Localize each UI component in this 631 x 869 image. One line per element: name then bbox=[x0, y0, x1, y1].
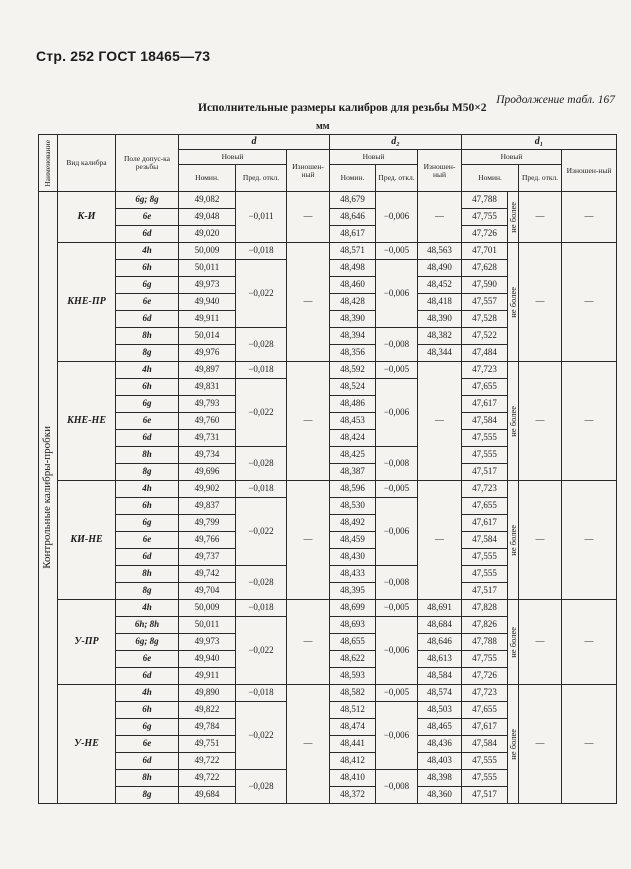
d1-nominal: 47,555 bbox=[462, 549, 508, 566]
d1-limit-note: не более bbox=[507, 286, 518, 318]
d2-nominal: 48,412 bbox=[330, 753, 376, 770]
d-nominal: 49,902 bbox=[179, 481, 236, 498]
tolerance-field: 4h bbox=[116, 685, 179, 702]
calibre-type: К-И bbox=[58, 192, 116, 243]
tolerance-field: 6g; 8g bbox=[116, 192, 179, 209]
d-nominal: 49,760 bbox=[179, 413, 236, 430]
table-row bbox=[39, 362, 617, 379]
d2-worn: 48,503 bbox=[418, 702, 462, 719]
d2-nominal: 48,387 bbox=[330, 464, 376, 481]
d-deviation: −0,018 bbox=[236, 243, 287, 260]
d1-limit-note: не более bbox=[507, 405, 518, 437]
d2-nominal: 48,425 bbox=[330, 447, 376, 464]
d2-worn: 48,613 bbox=[418, 651, 462, 668]
d1-nominal: 47,726 bbox=[462, 668, 508, 685]
d1-nominal: 47,755 bbox=[462, 209, 508, 226]
d2-nominal: 48,486 bbox=[330, 396, 376, 413]
d-nominal: 49,766 bbox=[179, 532, 236, 549]
tolerance-field: 6e bbox=[116, 413, 179, 430]
d1-deviation: — bbox=[519, 600, 562, 685]
d1-nominal: 47,555 bbox=[462, 566, 508, 583]
d2-nominal: 48,460 bbox=[330, 277, 376, 294]
d1-deviation: — bbox=[519, 685, 562, 804]
tolerance-field: 6h bbox=[116, 379, 179, 396]
d2-deviation: −0,005 bbox=[376, 243, 418, 260]
d1-worn: — bbox=[562, 362, 617, 481]
d2-worn: 48,390 bbox=[418, 311, 462, 328]
calibre-type: У-ПР bbox=[58, 600, 116, 685]
d-nominal: 49,734 bbox=[179, 447, 236, 464]
tolerance-field: 8g bbox=[116, 787, 179, 804]
table-row bbox=[39, 243, 617, 260]
d2-deviation: −0,006 bbox=[376, 617, 418, 685]
d-nominal: 49,742 bbox=[179, 566, 236, 583]
d-nominal: 49,940 bbox=[179, 294, 236, 311]
tolerance-field: 4h bbox=[116, 481, 179, 498]
d-worn: — bbox=[287, 243, 330, 362]
d-nominal: 49,048 bbox=[179, 209, 236, 226]
tolerance-field: 6g bbox=[116, 515, 179, 532]
col-d2-nom: Номин. bbox=[330, 165, 376, 192]
col-vid: Вид калибра bbox=[58, 135, 116, 192]
d1-limit-cell bbox=[508, 243, 519, 362]
tolerance-field: 6g bbox=[116, 277, 179, 294]
d-nominal: 50,011 bbox=[179, 617, 236, 634]
table-body bbox=[39, 192, 617, 804]
col-d-pred: Пред. откл. bbox=[236, 165, 287, 192]
d2-worn: 48,584 bbox=[418, 668, 462, 685]
d2-deviation: −0,005 bbox=[376, 600, 418, 617]
d2-nominal: 48,693 bbox=[330, 617, 376, 634]
d2-nominal: 48,512 bbox=[330, 702, 376, 719]
tolerance-field: 4h bbox=[116, 362, 179, 379]
continuation-label: Продолжение табл. 167 bbox=[496, 94, 615, 106]
col-d2-pred: Пред. откл. bbox=[376, 165, 418, 192]
d1-limit-cell bbox=[508, 685, 519, 804]
d2-nominal: 48,582 bbox=[330, 685, 376, 702]
d2-worn: 48,382 bbox=[418, 328, 462, 345]
col-group-d: d bbox=[179, 135, 330, 150]
d1-limit-note: не более bbox=[507, 626, 518, 658]
d2-worn: 48,646 bbox=[418, 634, 462, 651]
d2-worn: — bbox=[418, 362, 462, 481]
d1-nominal: 47,617 bbox=[462, 396, 508, 413]
tolerance-field: 8h bbox=[116, 770, 179, 787]
d-deviation: −0,018 bbox=[236, 362, 287, 379]
d2-nominal: 48,498 bbox=[330, 260, 376, 277]
d1-nominal: 47,484 bbox=[462, 345, 508, 362]
tolerance-field: 8g bbox=[116, 345, 179, 362]
calibre-type: КНЕ-ПР bbox=[58, 243, 116, 362]
tolerance-field: 6g bbox=[116, 719, 179, 736]
d-nominal: 49,973 bbox=[179, 277, 236, 294]
d1-worn: — bbox=[562, 192, 617, 243]
d-nominal: 49,684 bbox=[179, 787, 236, 804]
d1-worn: — bbox=[562, 685, 617, 804]
d-nominal: 50,009 bbox=[179, 600, 236, 617]
d-worn: — bbox=[287, 600, 330, 685]
d2-worn: 48,684 bbox=[418, 617, 462, 634]
d-nominal: 49,737 bbox=[179, 549, 236, 566]
d-worn: — bbox=[287, 685, 330, 804]
d1-nominal: 47,655 bbox=[462, 702, 508, 719]
d2-nominal: 48,474 bbox=[330, 719, 376, 736]
d1-worn: — bbox=[562, 600, 617, 685]
d1-nominal: 47,522 bbox=[462, 328, 508, 345]
d2-deviation: −0,006 bbox=[376, 702, 418, 770]
d1-deviation: — bbox=[519, 192, 562, 243]
d-deviation: −0,022 bbox=[236, 617, 287, 685]
d1-nominal: 47,555 bbox=[462, 430, 508, 447]
d1-nominal: 47,726 bbox=[462, 226, 508, 243]
d-nominal: 49,837 bbox=[179, 498, 236, 515]
d-nominal: 49,976 bbox=[179, 345, 236, 362]
table-row bbox=[39, 481, 617, 498]
d2-nominal: 48,571 bbox=[330, 243, 376, 260]
d2-nominal: 48,453 bbox=[330, 413, 376, 430]
d-nominal: 49,082 bbox=[179, 192, 236, 209]
tolerance-field: 6d bbox=[116, 311, 179, 328]
d2-nominal: 48,356 bbox=[330, 345, 376, 362]
d-nominal: 49,890 bbox=[179, 685, 236, 702]
d-deviation: −0,022 bbox=[236, 260, 287, 328]
d-deviation: −0,022 bbox=[236, 702, 287, 770]
d2-worn: 48,436 bbox=[418, 736, 462, 753]
col-d1-new: Новый bbox=[462, 150, 562, 165]
d-nominal: 49,020 bbox=[179, 226, 236, 243]
d2-nominal: 48,390 bbox=[330, 311, 376, 328]
d1-limit-cell bbox=[508, 362, 519, 481]
d-worn: — bbox=[287, 192, 330, 243]
d-nominal: 49,722 bbox=[179, 753, 236, 770]
d2-deviation: −0,008 bbox=[376, 770, 418, 804]
d2-deviation: −0,006 bbox=[376, 192, 418, 243]
calibre-table bbox=[38, 134, 617, 804]
d2-nominal: 48,441 bbox=[330, 736, 376, 753]
tolerance-field: 8g bbox=[116, 464, 179, 481]
d-deviation: −0,018 bbox=[236, 481, 287, 498]
d2-nominal: 48,459 bbox=[330, 532, 376, 549]
d1-nominal: 47,655 bbox=[462, 498, 508, 515]
group-label-cell bbox=[39, 192, 58, 804]
col-pole: Поле допус-ка резьбы bbox=[116, 135, 179, 192]
d1-nominal: 47,584 bbox=[462, 532, 508, 549]
units-label: мм bbox=[316, 121, 330, 132]
d2-nominal: 48,592 bbox=[330, 362, 376, 379]
d2-deviation: −0,006 bbox=[376, 498, 418, 566]
d1-deviation: — bbox=[519, 481, 562, 600]
tolerance-field: 8g bbox=[116, 583, 179, 600]
d1-nominal: 47,655 bbox=[462, 379, 508, 396]
tolerance-field: 4h bbox=[116, 243, 179, 260]
d2-deviation: −0,006 bbox=[376, 260, 418, 328]
d-nominal: 49,940 bbox=[179, 651, 236, 668]
d1-nominal: 47,557 bbox=[462, 294, 508, 311]
d1-nominal: 47,826 bbox=[462, 617, 508, 634]
d1-nominal: 47,555 bbox=[462, 770, 508, 787]
d2-worn: 48,574 bbox=[418, 685, 462, 702]
tolerance-field: 6h bbox=[116, 498, 179, 515]
d2-nominal: 48,655 bbox=[330, 634, 376, 651]
d2-nominal: 48,394 bbox=[330, 328, 376, 345]
d1-nominal: 47,723 bbox=[462, 362, 508, 379]
d-nominal: 49,731 bbox=[179, 430, 236, 447]
d2-nominal: 48,372 bbox=[330, 787, 376, 804]
d-deviation: −0,028 bbox=[236, 566, 287, 600]
d2-deviation: −0,008 bbox=[376, 447, 418, 481]
d1-limit-cell bbox=[508, 481, 519, 600]
d-nominal: 49,799 bbox=[179, 515, 236, 532]
d-deviation: −0,028 bbox=[236, 328, 287, 362]
d2-nominal: 48,524 bbox=[330, 379, 376, 396]
d1-nominal: 47,701 bbox=[462, 243, 508, 260]
d2-worn: 48,344 bbox=[418, 345, 462, 362]
col-d-new: Новый bbox=[179, 150, 287, 165]
d-nominal: 49,751 bbox=[179, 736, 236, 753]
d1-nominal: 47,528 bbox=[462, 311, 508, 328]
d2-nominal: 48,530 bbox=[330, 498, 376, 515]
d1-nominal: 47,617 bbox=[462, 719, 508, 736]
d1-nominal: 47,828 bbox=[462, 600, 508, 617]
d2-nominal: 48,679 bbox=[330, 192, 376, 209]
d2-worn: — bbox=[418, 481, 462, 600]
d-nominal: 49,784 bbox=[179, 719, 236, 736]
col-group-d2: d₂ bbox=[330, 135, 462, 150]
d2-deviation: −0,006 bbox=[376, 379, 418, 447]
d1-nominal: 47,590 bbox=[462, 277, 508, 294]
d-nominal: 50,009 bbox=[179, 243, 236, 260]
col-d1-pred: Пред. откл. bbox=[519, 165, 562, 192]
d-nominal: 49,911 bbox=[179, 668, 236, 685]
tolerance-field: 6d bbox=[116, 753, 179, 770]
tolerance-field: 6e bbox=[116, 209, 179, 226]
d-nominal: 49,793 bbox=[179, 396, 236, 413]
table-row bbox=[39, 192, 617, 209]
d1-nominal: 47,628 bbox=[462, 260, 508, 277]
d1-limit-cell bbox=[508, 600, 519, 685]
d2-worn: 48,465 bbox=[418, 719, 462, 736]
d2-worn: 48,563 bbox=[418, 243, 462, 260]
d2-nominal: 48,410 bbox=[330, 770, 376, 787]
d-deviation: −0,018 bbox=[236, 600, 287, 617]
calibre-type: У-НЕ bbox=[58, 685, 116, 804]
d2-deviation: −0,005 bbox=[376, 685, 418, 702]
d1-deviation: — bbox=[519, 362, 562, 481]
d1-limit-note: не более bbox=[507, 728, 518, 760]
d-nominal: 50,014 bbox=[179, 328, 236, 345]
d1-nominal: 47,517 bbox=[462, 787, 508, 804]
d1-nominal: 47,517 bbox=[462, 583, 508, 600]
d2-deviation: −0,008 bbox=[376, 328, 418, 362]
d2-nominal: 48,424 bbox=[330, 430, 376, 447]
tolerance-field: 6e bbox=[116, 736, 179, 753]
d-deviation: −0,028 bbox=[236, 447, 287, 481]
d-nominal: 49,973 bbox=[179, 634, 236, 651]
tolerance-field: 6e bbox=[116, 532, 179, 549]
d2-nominal: 48,622 bbox=[330, 651, 376, 668]
d1-nominal: 47,788 bbox=[462, 634, 508, 651]
d2-worn: 48,360 bbox=[418, 787, 462, 804]
d1-worn: — bbox=[562, 243, 617, 362]
d2-nominal: 48,433 bbox=[330, 566, 376, 583]
col-d2-worn: Изношен-ный bbox=[418, 150, 462, 192]
table-title: Исполнительные размеры калибров для резьбы M50×2 bbox=[198, 102, 487, 114]
tolerance-field: 6d bbox=[116, 668, 179, 685]
d1-nominal: 47,517 bbox=[462, 464, 508, 481]
d1-limit-note: не более bbox=[507, 201, 518, 233]
col-d-worn: Изношен-ный bbox=[287, 150, 330, 192]
d2-nominal: 48,646 bbox=[330, 209, 376, 226]
page-header: Стр. 252 ГОСТ 18465—73 bbox=[36, 48, 211, 64]
tolerance-field: 8h bbox=[116, 328, 179, 345]
d2-nominal: 48,593 bbox=[330, 668, 376, 685]
d2-worn: — bbox=[418, 192, 462, 243]
tolerance-field: 4h bbox=[116, 600, 179, 617]
d1-nominal: 47,755 bbox=[462, 651, 508, 668]
d1-nominal: 47,555 bbox=[462, 753, 508, 770]
d1-deviation: — bbox=[519, 243, 562, 362]
group-label: Контрольные калибры-пробки bbox=[41, 426, 54, 569]
d-nominal: 49,822 bbox=[179, 702, 236, 719]
d-deviation: −0,022 bbox=[236, 379, 287, 447]
table-row bbox=[39, 685, 617, 702]
d2-nominal: 48,596 bbox=[330, 481, 376, 498]
tolerance-field: 6d bbox=[116, 549, 179, 566]
d1-nominal: 47,584 bbox=[462, 413, 508, 430]
d1-nominal: 47,617 bbox=[462, 515, 508, 532]
d1-nominal: 47,555 bbox=[462, 447, 508, 464]
d-nominal: 49,722 bbox=[179, 770, 236, 787]
tolerance-field: 6h bbox=[116, 702, 179, 719]
calibre-type: КИ-НЕ bbox=[58, 481, 116, 600]
d-nominal: 49,911 bbox=[179, 311, 236, 328]
d2-nominal: 48,428 bbox=[330, 294, 376, 311]
tolerance-field: 6e bbox=[116, 651, 179, 668]
d2-worn: 48,403 bbox=[418, 753, 462, 770]
d2-worn: 48,490 bbox=[418, 260, 462, 277]
d-worn: — bbox=[287, 481, 330, 600]
d2-worn: 48,691 bbox=[418, 600, 462, 617]
d1-worn: — bbox=[562, 481, 617, 600]
col-d1-nom: Номин. bbox=[462, 165, 519, 192]
d-deviation: −0,028 bbox=[236, 770, 287, 804]
col-naimenovanie: Наименование bbox=[39, 135, 58, 192]
tolerance-field: 6d bbox=[116, 430, 179, 447]
tolerance-field: 6d bbox=[116, 226, 179, 243]
d-nominal: 49,704 bbox=[179, 583, 236, 600]
d2-deviation: −0,005 bbox=[376, 481, 418, 498]
d1-nominal: 47,788 bbox=[462, 192, 508, 209]
d2-deviation: −0,008 bbox=[376, 566, 418, 600]
d1-limit-cell bbox=[508, 192, 519, 243]
table-header bbox=[39, 135, 617, 192]
tolerance-field: 6e bbox=[116, 294, 179, 311]
tolerance-field: 8h bbox=[116, 447, 179, 464]
d-nominal: 49,831 bbox=[179, 379, 236, 396]
d-deviation: −0,011 bbox=[236, 192, 287, 243]
d1-nominal: 47,584 bbox=[462, 736, 508, 753]
col-d2-new: Новый bbox=[330, 150, 418, 165]
tolerance-field: 6h bbox=[116, 260, 179, 277]
tolerance-field: 8h bbox=[116, 566, 179, 583]
d1-nominal: 47,723 bbox=[462, 481, 508, 498]
d1-limit-note: не более bbox=[507, 524, 518, 556]
col-group-d1: d₁ bbox=[462, 135, 617, 150]
d2-nominal: 48,430 bbox=[330, 549, 376, 566]
d-nominal: 50,011 bbox=[179, 260, 236, 277]
d1-nominal: 47,723 bbox=[462, 685, 508, 702]
d2-worn: 48,418 bbox=[418, 294, 462, 311]
calibre-type: КНЕ-НЕ bbox=[58, 362, 116, 481]
d-deviation: −0,018 bbox=[236, 685, 287, 702]
tolerance-field: 6g; 8g bbox=[116, 634, 179, 651]
d-deviation: −0,022 bbox=[236, 498, 287, 566]
d2-worn: 48,398 bbox=[418, 770, 462, 787]
d-nominal: 49,897 bbox=[179, 362, 236, 379]
d2-nominal: 48,699 bbox=[330, 600, 376, 617]
d2-deviation: −0,005 bbox=[376, 362, 418, 379]
d-worn: — bbox=[287, 362, 330, 481]
tolerance-field: 6h; 8h bbox=[116, 617, 179, 634]
table-row bbox=[39, 600, 617, 617]
d2-worn: 48,452 bbox=[418, 277, 462, 294]
col-d-nom: Номин. bbox=[179, 165, 236, 192]
d2-nominal: 48,617 bbox=[330, 226, 376, 243]
d-nominal: 49,696 bbox=[179, 464, 236, 481]
d2-nominal: 48,492 bbox=[330, 515, 376, 532]
col-d1-worn: Изношен-ный bbox=[562, 150, 617, 192]
tolerance-field: 6g bbox=[116, 396, 179, 413]
d2-nominal: 48,395 bbox=[330, 583, 376, 600]
